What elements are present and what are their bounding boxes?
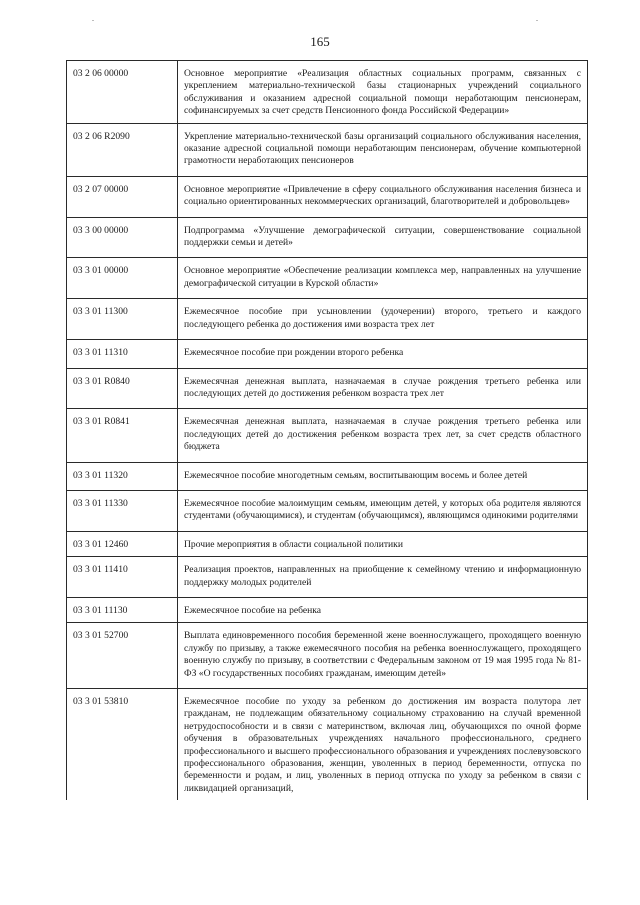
table-row	[67, 462, 588, 490]
row-code: 03 3 01 11320	[67, 462, 178, 490]
row-code: 03 3 01 11300	[67, 299, 178, 340]
table-row	[67, 409, 588, 462]
row-description: Укрепление материально-технической базы организаций социального обслуживания населения, оказание адресной социальной помощи неработающим пенсионерам, обучение компьютерной грамотности неработающих пенсионеров	[178, 123, 588, 176]
table-row	[67, 531, 588, 556]
page-number: 165	[310, 34, 330, 49]
table-row	[67, 217, 588, 258]
row-code: 03 3 01 11410	[67, 557, 178, 598]
row-code: 03 3 01 R0841	[67, 409, 178, 462]
row-description: Основное мероприятие «Привлечение в сферу социального обслуживания населения бизнеса и социально ориентированных некоммерческих организаций, благотворителей и добровольцев»	[178, 176, 588, 217]
row-code: 03 3 01 12460	[67, 531, 178, 556]
row-description: Ежемесячное пособие малоимущим семьям, имеющим детей, у которых оба родителя являются студентами (обучающимися), и студентам (обучающимся), являющимся одинокими родителями	[178, 490, 588, 531]
row-code: 03 3 01 00000	[67, 258, 178, 299]
row-code: 03 3 00 00000	[67, 217, 178, 258]
row-description: Ежемесячное пособие на ребенка	[178, 597, 588, 622]
table-row	[67, 557, 588, 598]
row-code: 03 2 07 00000	[67, 176, 178, 217]
row-code: 03 3 01 53810	[67, 689, 178, 801]
row-code: 03 2 06 00000	[67, 61, 178, 124]
row-description: Основное мероприятие «Обеспечение реализации комплекса мер, направленных на улучшение демографической ситуации в Курской области»	[178, 258, 588, 299]
table-row	[67, 176, 588, 217]
table-row	[67, 123, 588, 176]
table-row	[67, 258, 588, 299]
table-row	[67, 689, 588, 801]
row-code: 03 3 01 11310	[67, 340, 178, 368]
row-description: Прочие мероприятия в области социальной политики	[178, 531, 588, 556]
row-description: Ежемесячное пособие по уходу за ребенком до достижения им возраста полутора лет гражданам, не подлежащим обязательному социальному страхованию на случай временной нетрудоспособности и в связи с материнством, включая лиц, обучающихся по очной форме обучения в образовательных учреждениях начального профессионального, среднего профессионального и высшего профессионального образования и учреждениях послевузовского профессионального образования, женщин, уволенных в период беременности, отпуска по беременности и родам, и лиц, уволенных в период отпуска по уходу за ребенком в связи с ликвидацией организаций,	[178, 689, 588, 801]
row-description: Ежемесячное пособие при усыновлении (удочерении) второго, третьего и каждого последующего ребенка до достижения ими возраста трех лет	[178, 299, 588, 340]
scan-speck	[92, 20, 94, 21]
row-description: Ежемесячное пособие при рождении второго ребенка	[178, 340, 588, 368]
table-row	[67, 623, 588, 689]
row-description: Основное мероприятие «Реализация областных социальных программ, связанных с укреплением материально-технической базы стационарных учреждений социального обслуживания и оказанием адресной социальной помощи неработающим пенсионерам, софинансируемых за счет средств Пенсионного фонда Российской Федерации»	[178, 61, 588, 124]
row-code: 03 3 01 11330	[67, 490, 178, 531]
row-description: Подпрограмма «Улучшение демографической ситуации, совершенствование социальной поддержки семьи и детей»	[178, 217, 588, 258]
row-description: Ежемесячное пособие многодетным семьям, воспитывающим восемь и более детей	[178, 462, 588, 490]
row-code: 03 3 01 R0840	[67, 368, 178, 409]
row-code: 03 3 01 11130	[67, 597, 178, 622]
table-row	[67, 299, 588, 340]
table-row	[67, 368, 588, 409]
row-code: 03 2 06 R2090	[67, 123, 178, 176]
row-description: Ежемесячная денежная выплата, назначаемая в случае рождения третьего ребенка или последующих детей до достижения ребенком возраста трех лет	[178, 368, 588, 409]
row-description: Выплата единовременного пособия беременной жене военнослужащего, проходящего военную службу по призыву, а также ежемесячного пособия на ребенка военнослужащего, проходящего военную службу по призыву, в соответствии с Федеральным законом от 19 мая 1995 года № 81-ФЗ «О государственных пособиях гражданам, имеющим детей»	[178, 623, 588, 689]
row-description: Реализация проектов, направленных на приобщение к семейному чтению и информационную поддержку молодых родителей	[178, 557, 588, 598]
table-row	[67, 61, 588, 124]
scan-speck	[536, 20, 538, 21]
table-row	[67, 597, 588, 622]
table-row	[67, 490, 588, 531]
row-description: Ежемесячная денежная выплата, назначаемая в случае рождения третьего ребенка или последующих детей до достижения ребенком возраста трех лет, за счет средств областного бюджета	[178, 409, 588, 462]
table-row	[67, 340, 588, 368]
row-code: 03 3 01 52700	[67, 623, 178, 689]
budget-code-table	[66, 60, 588, 800]
